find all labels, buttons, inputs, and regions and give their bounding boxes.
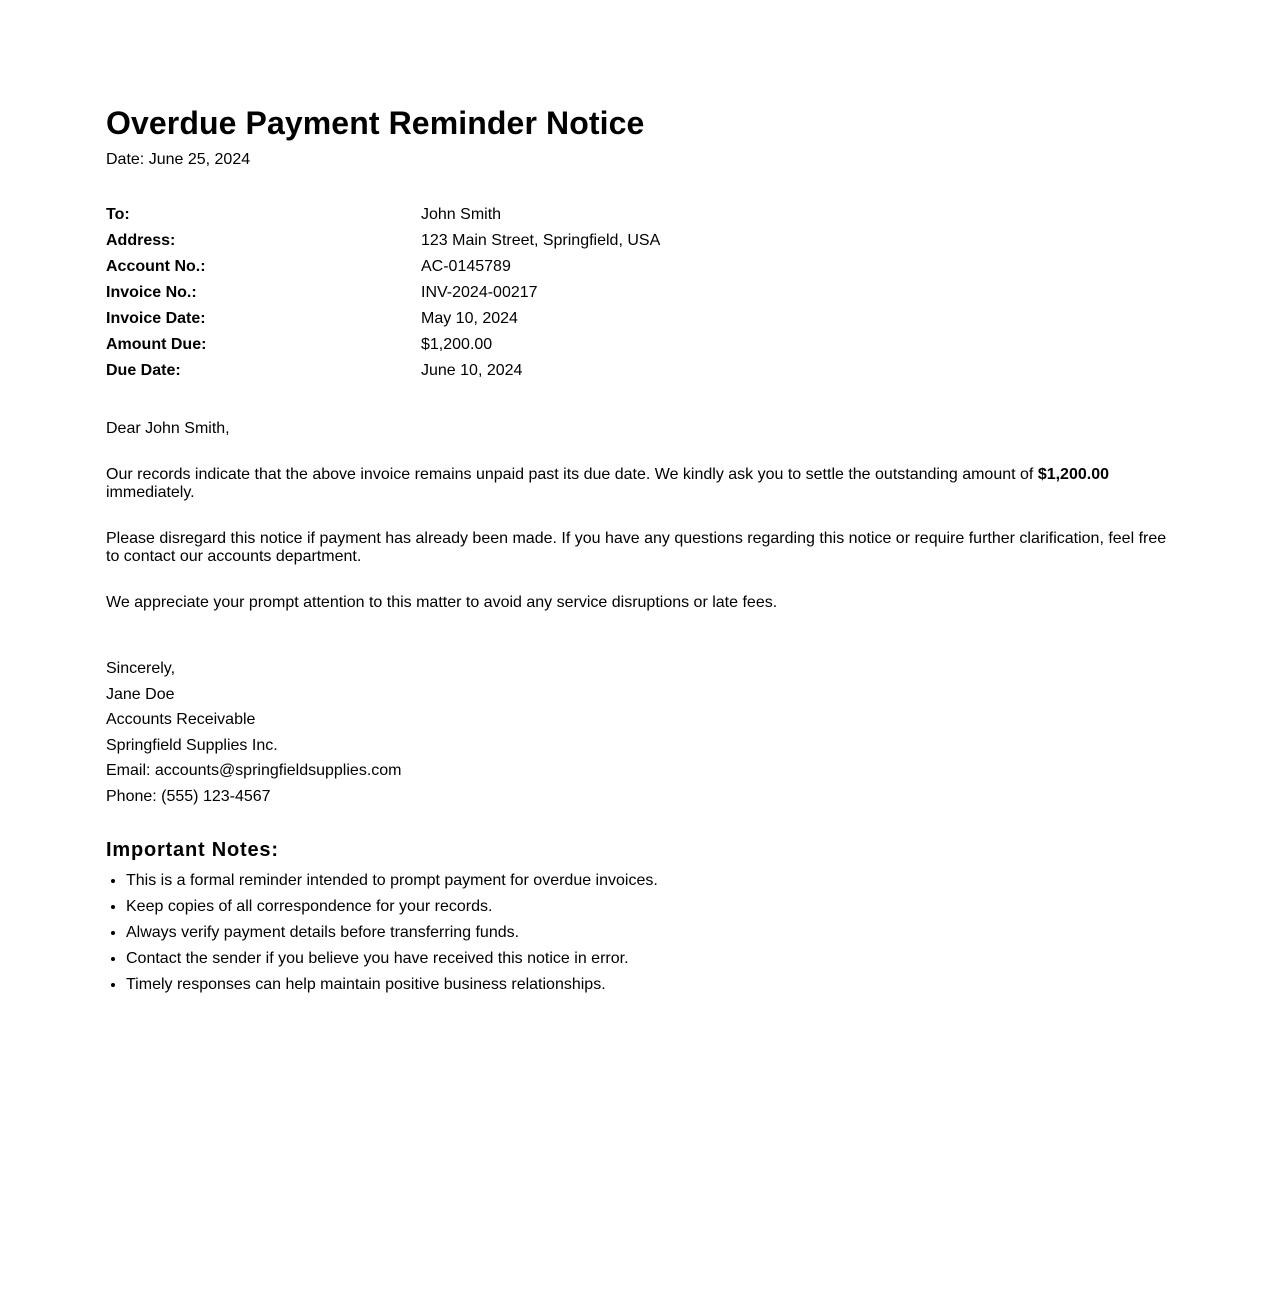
notes-heading: Important Notes: xyxy=(106,838,279,861)
closing: Sincerely, xyxy=(106,660,176,677)
body-paragraph-2: Please disregard this notice if payment has already been made. If you have any questions regarding this notice or require further clarification, feel free to contact our accounts department. xyxy=(106,530,1167,565)
notice-date: Date: June 25, 2024 xyxy=(106,151,251,168)
sender-phone: Phone: (555) 123-4567 xyxy=(106,787,271,805)
list-item: • This is a formal reminder intended to prompt payment for overdue invoices. xyxy=(126,868,1172,894)
body-paragraph-1 xyxy=(106,466,1172,502)
notes-list xyxy=(106,868,1172,998)
list-item: • Always verify payment details before transferring funds. xyxy=(126,920,1172,946)
sender-company: Springfield Supplies Inc. xyxy=(106,736,278,754)
detail-label: Account No.: xyxy=(106,258,206,275)
paragraph-1-text: Our records indicate that the above invoice remains unpaid past its due date. We kindly ask you to settle the outstanding amount of xyxy=(106,466,1038,483)
list-item: • Keep copies of all correspondence for your records. xyxy=(126,894,1172,920)
detail-row-invoice-no xyxy=(106,280,660,306)
detail-label: Invoice Date: xyxy=(106,310,206,327)
detail-row-address xyxy=(106,228,660,254)
detail-row-due-date xyxy=(106,358,660,384)
paragraph-1-ending: immediately. xyxy=(106,484,195,501)
invoice-details-table xyxy=(106,202,660,384)
detail-value: John Smith xyxy=(421,206,502,223)
outstanding-amount: $1,200.00 xyxy=(1037,466,1109,483)
detail-row-account-no xyxy=(106,254,660,280)
detail-row-to xyxy=(106,202,660,228)
list-item: • Timely responses can help maintain positive business relationships. xyxy=(126,972,1172,998)
detail-value: 123 Main Street, Springfield, USA xyxy=(421,232,661,249)
body-paragraph-3: We appreciate your prompt attention to this matter to avoid any service disruptions or late fees. xyxy=(106,594,778,611)
list-item: • Contact the sender if you believe you have received this notice in error. xyxy=(126,946,1172,972)
signature-block xyxy=(106,656,1172,810)
detail-label: Address: xyxy=(106,232,176,249)
sender-name: Jane Doe xyxy=(106,685,175,703)
detail-value: AC-0145789 xyxy=(421,258,511,275)
salutation: Dear John Smith, xyxy=(106,420,230,437)
detail-label: Amount Due: xyxy=(106,336,207,353)
detail-label: To: xyxy=(106,206,130,223)
detail-row-amount-due xyxy=(106,332,660,358)
detail-value: INV-2024-00217 xyxy=(421,284,538,301)
detail-row-invoice-date xyxy=(106,306,660,332)
detail-value: June 10, 2024 xyxy=(421,362,523,379)
detail-value: May 10, 2024 xyxy=(421,310,518,327)
page-title: Overdue Payment Reminder Notice xyxy=(106,105,645,141)
detail-label: Due Date: xyxy=(106,362,181,379)
sender-email: Email: accounts@springfieldsupplies.com xyxy=(106,762,402,780)
detail-value: $1,200.00 xyxy=(421,336,493,353)
sender-department: Accounts Receivable xyxy=(106,711,256,729)
detail-label: Invoice No.: xyxy=(106,284,197,301)
